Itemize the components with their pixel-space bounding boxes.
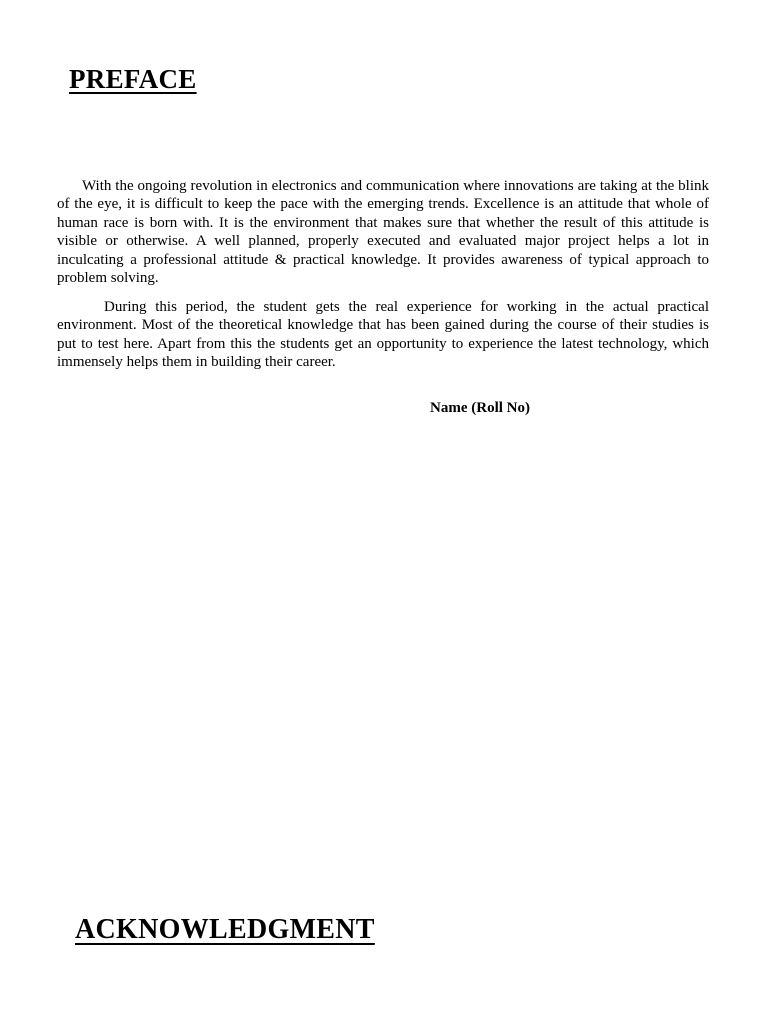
preface-heading: PREFACE [69,64,197,94]
acknowledgment-heading: ACKNOWLEDGMENT [75,914,375,945]
signature-name-roll-no: Name (Roll No) [430,400,530,416]
preface-paragraph-1: With the ongoing revolution in electronics and communication where innovations are taking at the blink of the eye, it is difficult to keep the pace with the emerging trends. Excellence is an attitude that whole of human race is born with. It is the environment that makes sure that whether the result of this attitude is visible or otherwise. A well planned, properly executed and evaluated major project helps a lot in inculcating a professional attitude & practical knowledge. It provides awareness of typical approach to problem solving. [57,178,709,287]
preface-paragraph-2: During this period, the student gets the real experience for working in the actual practical environment. Most of the theoretical knowledge that has been gained during the course of their studies is put to test here. Apart from this the students get an opportunity to experience the latest technology, which immensely helps them in building their career. [57,299,709,371]
